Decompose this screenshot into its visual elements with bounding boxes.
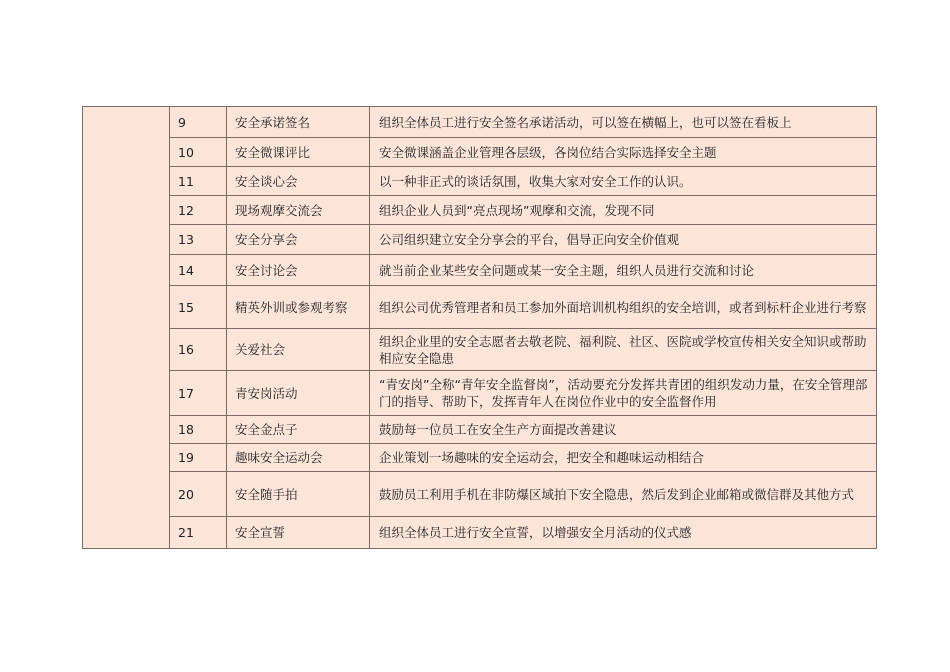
activity-description-text: 鼓励每一位员工在安全生产方面提改善建议 xyxy=(379,422,617,437)
activity-name: 青安岗活动 xyxy=(227,371,370,416)
row-number: 15 xyxy=(170,286,227,329)
row-number: 19 xyxy=(170,444,227,472)
table-row xyxy=(83,138,877,167)
activity-description xyxy=(370,416,877,444)
table-row xyxy=(83,472,877,517)
activity-name: 安全谈心会 xyxy=(227,167,370,196)
activity-description-text: 组织公司优秀管理者和员工参加外面培训机构组织的安全培训，或者到标杆企业进行考察 xyxy=(379,299,867,315)
activity-description xyxy=(370,371,877,416)
table-row xyxy=(83,371,877,416)
table-row xyxy=(83,255,877,286)
activity-description xyxy=(370,167,877,196)
activity-description xyxy=(370,196,877,225)
activity-name: 安全微课评比 xyxy=(227,138,370,167)
activity-description-text: 就当前企业某些安全问题或某一安全主题，组织人员进行交流和讨论 xyxy=(379,262,755,278)
activity-name: 现场观摩交流会 xyxy=(227,196,370,225)
activity-description xyxy=(370,472,877,517)
activity-name: 精英外训或参观考察 xyxy=(227,286,370,329)
row-number: 10 xyxy=(170,138,227,167)
row-number: 17 xyxy=(170,371,227,416)
activity-description-text: 组织企业人员到“亮点现场”观摩和交流，发现不同 xyxy=(379,202,655,218)
row-number: 13 xyxy=(170,225,227,255)
table-row xyxy=(83,286,877,329)
activity-table xyxy=(82,106,877,549)
row-number: 12 xyxy=(170,196,227,225)
table-row xyxy=(83,167,877,196)
activity-description xyxy=(370,225,877,255)
activity-name: 安全随手拍 xyxy=(227,472,370,517)
activity-description-text: 公司组织建立安全分享会的平台，倡导正向安全价值观 xyxy=(379,232,680,247)
activity-description-text: 组织企业里的安全志愿者去敬老院、福利院、社区、医院或学校宣传相关安全知识或帮助相应安全隐患 xyxy=(379,333,867,366)
activity-description-text: 鼓励员工利用手机在非防爆区域拍下安全隐患，然后发到企业邮箱或微信群及其他方式 xyxy=(379,486,855,502)
table-row xyxy=(83,517,877,549)
activity-name: 安全承诺签名 xyxy=(227,107,370,138)
activity-description-text: 组织全体员工进行安全宣誓，以增强安全月活动的仪式感 xyxy=(379,525,692,540)
activity-description xyxy=(370,444,877,472)
row-number: 21 xyxy=(170,517,227,549)
row-number: 20 xyxy=(170,472,227,517)
row-number: 9 xyxy=(170,107,227,138)
row-number: 11 xyxy=(170,167,227,196)
table-row xyxy=(83,196,877,225)
activity-description xyxy=(370,255,877,286)
activity-description xyxy=(370,286,877,329)
table-row xyxy=(83,225,877,255)
table-row xyxy=(83,329,877,371)
activity-name: 关爱社会 xyxy=(227,329,370,371)
row-number: 14 xyxy=(170,255,227,286)
row-number: 16 xyxy=(170,329,227,371)
category-cell xyxy=(83,107,170,549)
activity-name: 安全讨论会 xyxy=(227,255,370,286)
activity-description-text: 组织全体员工进行安全签名承诺活动，可以签在横幅上，也可以签在看板上 xyxy=(379,114,792,130)
activity-name: 安全金点子 xyxy=(227,416,370,444)
table-row xyxy=(83,416,877,444)
activity-name: 安全宣誓 xyxy=(227,517,370,549)
row-number: 18 xyxy=(170,416,227,444)
activity-description-text: 安全微课涵盖企业管理各层级，各岗位结合实际选择安全主题 xyxy=(379,144,717,160)
activity-description xyxy=(370,329,877,371)
activity-name: 安全分享会 xyxy=(227,225,370,255)
table-row xyxy=(83,107,877,138)
activity-description-text: “青安岗”全称“青年安全监督岗”，活动要充分发挥共青团的组织发动力量，在安全管理部门的指导、帮助下，发挥青年人在岗位作业中的安全监督作用 xyxy=(379,377,868,409)
activity-description xyxy=(370,138,877,167)
activity-description-text: 以一种非正式的谈话氛围，收集大家对安全工作的认识。 xyxy=(379,173,692,189)
activity-description xyxy=(370,107,877,138)
activity-name: 趣味安全运动会 xyxy=(227,444,370,472)
activity-description-text: 企业策划一场趣味的安全运动会，把安全和趣味运动相结合 xyxy=(379,450,705,465)
activity-description xyxy=(370,517,877,549)
table-row xyxy=(83,444,877,472)
